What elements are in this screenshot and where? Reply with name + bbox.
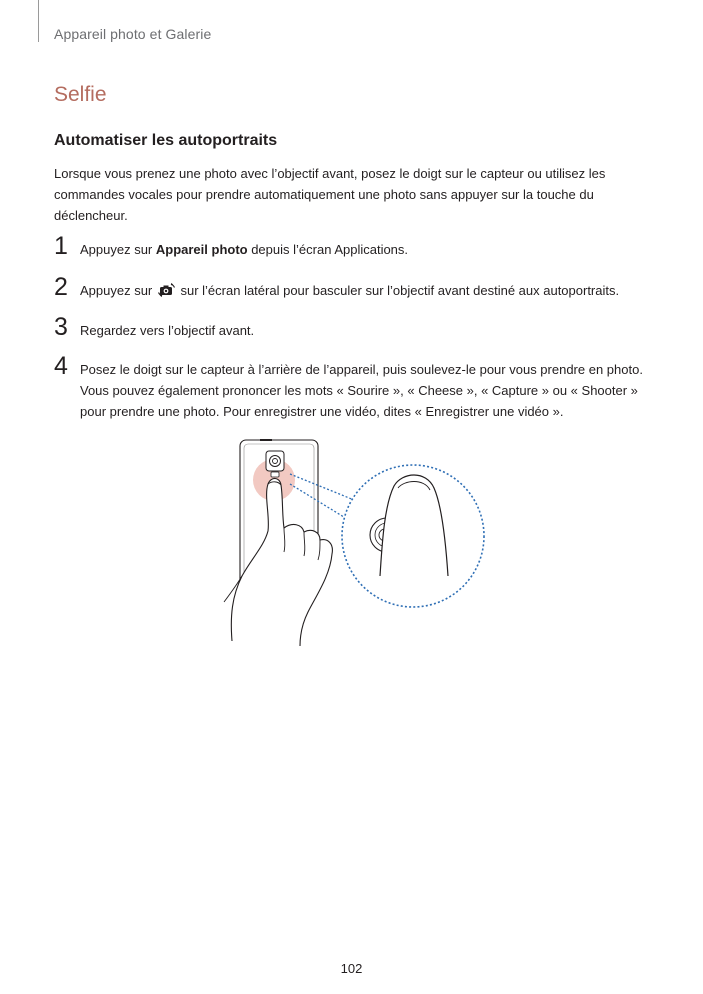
step-number: 2 [54,273,68,301]
step-text: Regardez vers l’objectif avant. [80,323,255,338]
step-text-before: Appuyez sur [80,242,156,257]
step-text: Posez le doigt sur le capteur à l’arrière de l’appareil, puis soulevez-le pour vous prendre en photo. Vous pouvez également prononcer les mots « Sourire », « Cheese », « Capture » ou « Shooter » pour prendre une photo. Pour enregistrer une vidéo, dites « Enregistrer une vidéo ». [80,362,643,419]
intro-paragraph: Lorsque vous prenez une photo avec l’objectif avant, posez le doigt sur le capteur ou utilisez les commandes vocales pour prendre automatiquement une photo sans appuyer sur la touche du déclencheur. [54,166,606,223]
step-text-before: Appuyez sur [80,283,156,298]
step-number: 3 [54,313,68,341]
step-text-after: sur l’écran latéral pour basculer sur l’objectif avant destiné aux autoportraits. [176,283,620,298]
step-text [80,239,650,260]
chapter-title: Appareil photo et Galerie [54,26,212,42]
subsection-title: Automatiser les autoportraits [54,132,278,149]
app-name: Appareil photo [155,242,248,257]
page-number: 102 [340,961,363,976]
header-divider [38,0,39,42]
hand-on-sensor-illustration [212,436,502,646]
step-number: 4 [54,352,68,380]
step-text-after: depuis l’écran Applications. [247,242,409,257]
step-number: 1 [54,232,68,260]
section-title: Selfie [54,83,107,106]
step-text [80,280,650,301]
switch-camera-icon [158,282,175,296]
